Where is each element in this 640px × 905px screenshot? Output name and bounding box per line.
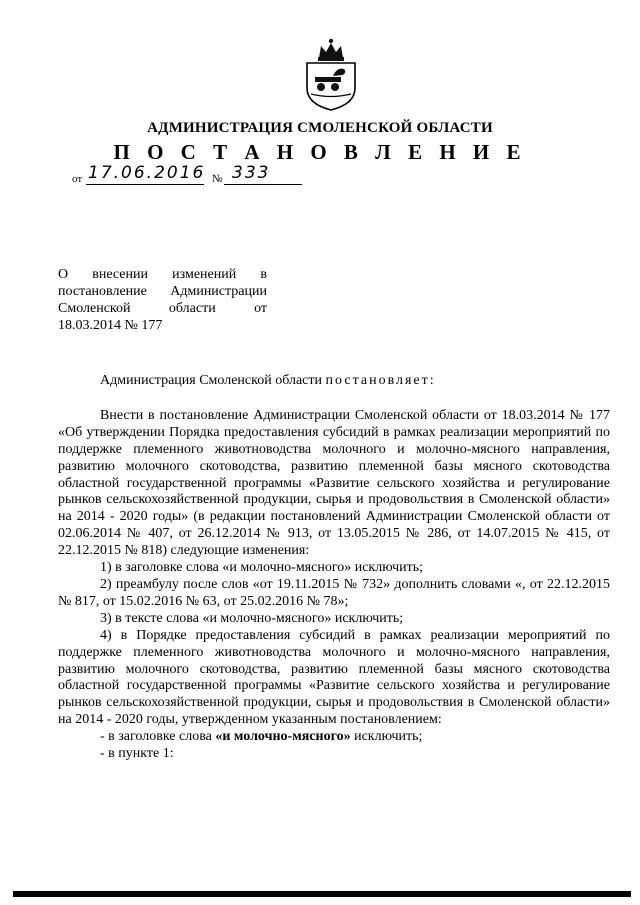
document-type-title: П О С Т А Н О В Л Е Н И Е [113, 140, 527, 164]
item-3: 3) в тексте слова «и молочно-мясного» исключить; [100, 610, 404, 626]
document-subject [58, 266, 267, 334]
date-underline [86, 184, 204, 185]
coat-of-arms-icon [299, 36, 363, 112]
page-bottom-border [13, 891, 631, 897]
number-underline [224, 184, 302, 185]
lead-spaced-word: постановляет: [325, 373, 436, 388]
sub-item-1-text: - в заголовке слова [100, 729, 216, 745]
subject-line: 18.03.2014 № 177 [58, 318, 163, 333]
sub-item-1-end: исключить; [350, 729, 423, 745]
sub-item-2: - в пункте 1: [100, 746, 174, 762]
document-body [58, 373, 610, 763]
organization-name: АДМИНИСТРАЦИЯ СМОЛЕНСКОЙ ОБЛАСТИ [147, 120, 493, 136]
date-prefix: от [72, 173, 83, 185]
subject-line: О внесении изменений в [58, 267, 267, 282]
resolution-lead [58, 373, 610, 390]
number-prefix: № [212, 173, 223, 185]
sub-item-1-bold: «и молочно-мясного» [215, 729, 351, 745]
document-date: 17.06.2016 [88, 163, 206, 183]
lead-text: Администрация Смоленской области [100, 373, 326, 388]
subject-line: постановление Администрации [58, 284, 267, 299]
item-4: 4) в Порядке предоставления субсидий в рамках реализации мероприятий по поддержке племенного животноводства молочного и молочно-мясного направления, развитию молочного скотоводства, развитию племенной базы мясного скотоводства областной государственной программы «Развитие сельского хозяйства и регулирование рынков сельскохозяйственной продукции, сырья и продовольствия в Смоленской области» на 2014 - 2020 годы, утвержденном указанным постановлением: [58, 627, 610, 728]
date-number-line [72, 165, 302, 187]
item-1: 1) в заголовке слова «и молочно-мясного» исключить; [100, 560, 424, 576]
paragraph-main: Внести в постановление Администрации Смоленской области от 18.03.2014 № 177 «Об утверждении Порядка предоставления субсидий в рамках реализации мероприятий по поддержке племенного животноводства молочного и молочно-мясного направления, развитию молочного скотоводства, развитию племенной базы мясного скотоводства областной государственной программы «Развитие сельского хозяйства и регулирование рынков сельскохозяйственной продукции, сырья и продовольствия в Смоленской области» на 2014 - 2020 годы» (в редакции постановлений Администрации Смоленской области от 02.06.2014 № 407, от 26.12.2014 № 913, от 13.05.2015 № 286, от 14.07.2015 № 415, от 22.12.2015 № 818) следующие изменения: [58, 407, 610, 559]
item-2: 2) преамбулу после слов «от 19.11.2015 № 732» дополнить словами «, от 22.12.2015 № 817, от 15.02.2016 № 63, от 25.02.2016 № 78»; [58, 576, 610, 609]
sub-item-1 [58, 729, 610, 746]
document-number: 333 [232, 163, 271, 183]
subject-line: Смоленской области от [58, 301, 267, 316]
